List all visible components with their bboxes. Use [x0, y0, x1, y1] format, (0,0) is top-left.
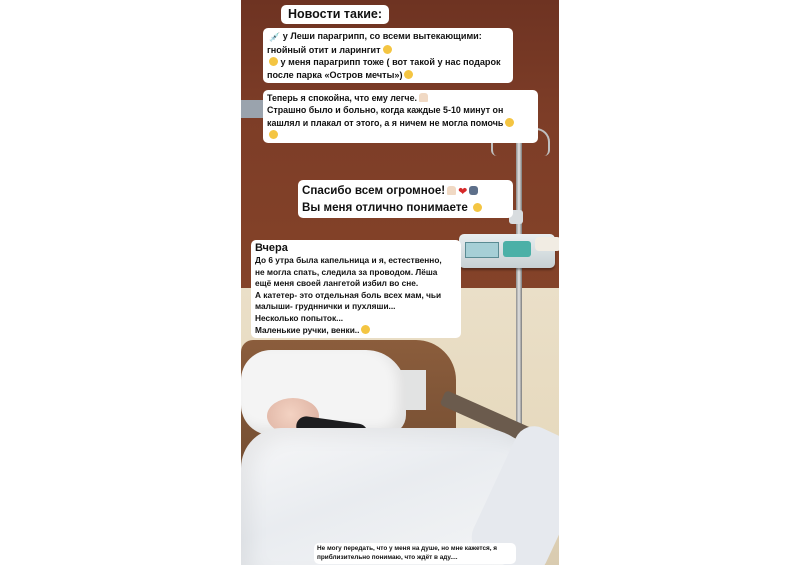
crying-face-icon: [361, 325, 370, 334]
infusion-pump: [459, 234, 555, 268]
caption-relief: Теперь я спокойна, что ему легче. Страшно было и больно, когда каждые 5-10 минут он кашлял и плакал от этого, а я ничем не могла помочь: [263, 90, 538, 143]
people-hugging-icon: [469, 186, 478, 195]
caption-closing: Не могу передать, что у меня на душе, но мне кажется, я приблизительно понимаю, что ждёт в аду....: [314, 543, 516, 564]
folded-hands-icon: [419, 93, 428, 102]
crying-face-icon: [269, 130, 278, 139]
sneezing-face-icon: [269, 57, 278, 66]
red-heart-icon: ❤: [458, 186, 468, 198]
pump-keypad: [503, 241, 531, 257]
sneezing-face-icon: [505, 118, 514, 127]
pleading-face-icon: [473, 203, 482, 212]
wall-shelf: [241, 100, 263, 118]
story-title: Новости такие:: [281, 5, 389, 24]
caption-thanks: Спасибо всем огромное! ❤ Вы меня отлично понимаете: [298, 180, 513, 218]
caption-news: 💉 у Леши парагрипп, со всеми вытекающими: гнойный отит и ларингит у меня парагрипп тоже ( вот такой у нас подарок после парка «Остров мечты»): [263, 28, 513, 83]
caption-heading: Вчера: [255, 242, 288, 254]
pleading-face-icon: [383, 45, 392, 54]
pump-syringe: [535, 237, 559, 251]
pump-screen: [465, 242, 499, 258]
weary-face-icon: [404, 70, 413, 79]
caption-yesterday: Вчера До 6 утра была капельница и я, естественно, не могла спать, следила за проводом. Лёша ещё меня своей лангетой избил во сне. А катетер- это отдельная боль всех мам, чьи малыши- грудннички и пухляши... Несколько попыток... Маленькие ручки, венки..: [251, 240, 461, 338]
syringe-icon: 💉: [269, 32, 281, 42]
folded-hands-icon: [447, 186, 456, 195]
